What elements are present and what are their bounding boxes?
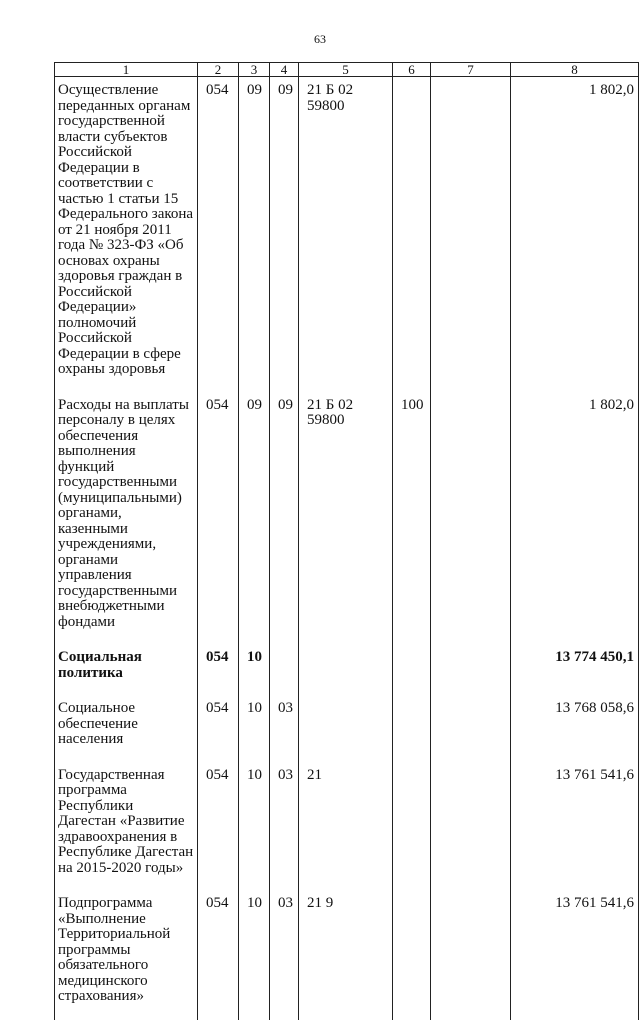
row-subsection: 03 <box>270 768 299 877</box>
row-col-7 <box>431 398 511 631</box>
spacer-cell <box>393 378 431 398</box>
row-code-grbs: 054 <box>198 768 239 877</box>
header-col-4: 4 <box>270 63 299 77</box>
row-expense-type: 100 <box>393 398 431 631</box>
row-subsection <box>270 650 299 681</box>
filler-cell <box>270 1006 299 1020</box>
row-section: 10 <box>239 650 270 681</box>
spacer-cell <box>55 630 198 650</box>
spacer-cell <box>270 378 299 398</box>
header-col-6: 6 <box>393 63 431 77</box>
row-target-article: 21 9 <box>299 896 393 1006</box>
spacer-cell <box>239 748 270 768</box>
spacer-cell <box>55 681 198 701</box>
spacer-cell <box>511 630 639 650</box>
spacer-cell <box>431 681 511 701</box>
spacer-cell <box>270 681 299 701</box>
table-row <box>55 650 639 681</box>
filler-cell <box>393 1006 431 1020</box>
row-subsection: 09 <box>270 398 299 631</box>
table-row <box>55 83 639 378</box>
row-amount: 13 768 058,6 <box>511 701 639 748</box>
spacer-cell <box>239 378 270 398</box>
row-target-article <box>299 650 393 681</box>
row-spacer <box>55 681 639 701</box>
row-expense-type <box>393 896 431 1006</box>
header-col-2: 2 <box>198 63 239 77</box>
row-code-grbs: 054 <box>198 896 239 1006</box>
row-expense-type <box>393 701 431 748</box>
row-target-article <box>299 701 393 748</box>
spacer-cell <box>299 681 393 701</box>
header-col-5: 5 <box>299 63 393 77</box>
header-col-1: 1 <box>55 63 198 77</box>
row-name: Подпрограмма «Выполнение Территориальной программы обязательного медицинского страхования» <box>55 896 198 1006</box>
row-code-grbs: 054 <box>198 398 239 631</box>
row-section: 10 <box>239 701 270 748</box>
spacer-cell <box>299 748 393 768</box>
budget-table <box>54 62 639 1020</box>
spacer-cell <box>511 378 639 398</box>
row-code-grbs: 054 <box>198 83 239 378</box>
table-row <box>55 896 639 1006</box>
row-name: Расходы на выплаты персоналу в целях обеспечения выполнения функций государственными (муниципальными) органами, казенными учреждениями, органами управления государственными внебюджетными фондами <box>55 398 198 631</box>
row-section: 10 <box>239 768 270 877</box>
spacer-cell <box>431 748 511 768</box>
table-row <box>55 701 639 748</box>
page-number: 63 <box>314 32 326 46</box>
row-col-7 <box>431 83 511 378</box>
filler-cell <box>239 1006 270 1020</box>
spacer-cell <box>198 630 239 650</box>
filler-cell <box>299 1006 393 1020</box>
spacer-cell <box>198 681 239 701</box>
row-amount: 1 802,0 <box>511 83 639 378</box>
row-section: 09 <box>239 398 270 631</box>
spacer-cell <box>511 876 639 896</box>
row-spacer <box>55 748 639 768</box>
spacer-cell <box>239 630 270 650</box>
header-row <box>55 63 639 77</box>
spacer-cell <box>393 876 431 896</box>
row-subsection: 03 <box>270 701 299 748</box>
header-col-3: 3 <box>239 63 270 77</box>
spacer-cell <box>55 378 198 398</box>
row-expense-type <box>393 83 431 378</box>
header-col-8: 8 <box>511 63 639 77</box>
row-filler <box>55 1006 639 1020</box>
row-section: 09 <box>239 83 270 378</box>
row-name: Государственная программа Республики Дагестан «Развитие здравоохранения в Республике Дагестан на 2015-2020 годы» <box>55 768 198 877</box>
row-subsection: 09 <box>270 83 299 378</box>
spacer-cell <box>299 378 393 398</box>
row-spacer <box>55 876 639 896</box>
spacer-cell <box>431 876 511 896</box>
spacer-cell <box>55 876 198 896</box>
row-target-article: 21 <box>299 768 393 877</box>
row-target-article: 21 Б 02 59800 <box>299 83 393 378</box>
spacer-cell <box>393 748 431 768</box>
spacer-cell <box>431 378 511 398</box>
spacer-cell <box>270 748 299 768</box>
row-col-7 <box>431 768 511 877</box>
spacer-cell <box>270 630 299 650</box>
filler-cell <box>198 1006 239 1020</box>
row-amount: 13 761 541,6 <box>511 768 639 877</box>
spacer-cell <box>198 876 239 896</box>
row-amount: 1 802,0 <box>511 398 639 631</box>
spacer-cell <box>511 748 639 768</box>
spacer-cell <box>299 630 393 650</box>
table-row <box>55 768 639 877</box>
spacer-cell <box>198 378 239 398</box>
spacer-cell <box>239 681 270 701</box>
row-amount: 13 761 541,6 <box>511 896 639 1006</box>
row-col-7 <box>431 650 511 681</box>
table-row <box>55 398 639 631</box>
row-code-grbs: 054 <box>198 650 239 681</box>
row-col-7 <box>431 896 511 1006</box>
row-subsection: 03 <box>270 896 299 1006</box>
filler-cell <box>431 1006 511 1020</box>
spacer-cell <box>511 681 639 701</box>
row-spacer <box>55 630 639 650</box>
row-target-article: 21 Б 02 59800 <box>299 398 393 631</box>
row-expense-type <box>393 650 431 681</box>
row-name: Осуществление переданных органам государственной власти субъектов Российской Федерации в соответствии с частью 1 статьи 15 Федерального закона от 21 ноября 2011 года № 323-ФЗ «Об основах охраны здоровья граждан в Российской Федерации» полномочий Российской Федерации в сфере охраны здоровья <box>55 83 198 378</box>
spacer-cell <box>393 630 431 650</box>
row-spacer <box>55 378 639 398</box>
header-col-7: 7 <box>431 63 511 77</box>
spacer-cell <box>198 748 239 768</box>
row-name: Социальное обеспечение населения <box>55 701 198 748</box>
row-code-grbs: 054 <box>198 701 239 748</box>
row-name: Социальная политика <box>55 650 198 681</box>
row-expense-type <box>393 768 431 877</box>
row-amount: 13 774 450,1 <box>511 650 639 681</box>
spacer-cell <box>431 630 511 650</box>
spacer-cell <box>239 876 270 896</box>
spacer-cell <box>270 876 299 896</box>
row-section: 10 <box>239 896 270 1006</box>
spacer-cell <box>393 681 431 701</box>
spacer-cell <box>299 876 393 896</box>
filler-cell <box>55 1006 198 1020</box>
spacer-cell <box>55 748 198 768</box>
row-col-7 <box>431 701 511 748</box>
filler-cell <box>511 1006 639 1020</box>
